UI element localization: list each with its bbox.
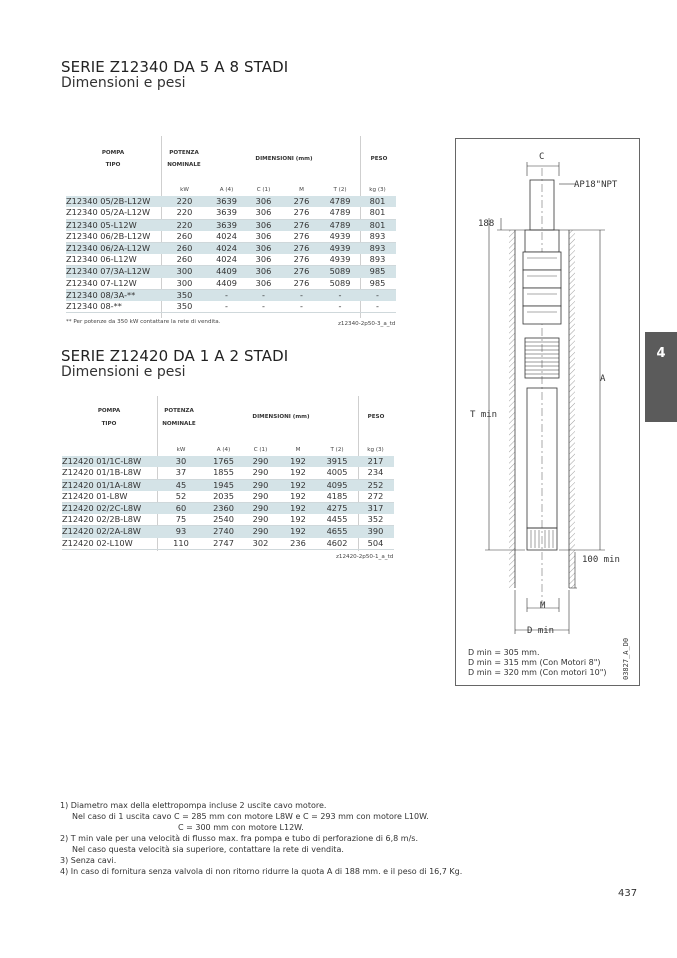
cell-value: 352 <box>357 514 394 526</box>
cell-value: 192 <box>279 467 317 479</box>
cell-value: 252 <box>357 479 394 491</box>
label-m: M <box>540 601 546 611</box>
cell-value: 893 <box>359 254 396 266</box>
cell-value: 272 <box>357 491 394 503</box>
label-188: 188 <box>478 219 495 229</box>
cell-value: - <box>245 301 282 313</box>
table-row <box>66 301 396 313</box>
cell-value: - <box>245 289 282 301</box>
header-tipo: TIPO <box>101 421 117 427</box>
note-line: Nel caso di 1 uscita cavo C = 285 mm con motore L8W e C = 293 mm con motore L10W. <box>72 812 429 821</box>
cell-model: Z12340 06/2A-L12W <box>66 243 161 255</box>
cell-value: 4602 <box>317 538 357 550</box>
cell-value: 93 <box>157 526 205 538</box>
cell-value: 306 <box>245 231 282 243</box>
header-nominale: NOMINALE <box>162 421 196 427</box>
cell-value: 1945 <box>205 479 242 491</box>
cell-value: 276 <box>282 243 321 255</box>
note-line: Nel caso questa velocità sia superiore, contattare la rete di vendita. <box>72 845 344 854</box>
d-min-line: D min = 315 mm (Con Motori 8") <box>468 658 601 667</box>
cell-value: - <box>208 289 245 301</box>
cell-value: 4789 <box>321 196 359 207</box>
header-pompa: POMPA <box>101 150 125 156</box>
cell-model: Z12420 01/1B-L8W <box>62 467 157 479</box>
cell-value: 4024 <box>208 243 245 255</box>
unit-c: C (1) <box>253 447 268 453</box>
cell-value: 2360 <box>205 503 242 515</box>
cell-value: 4409 <box>208 278 245 290</box>
cell-value: 290 <box>242 526 279 538</box>
cell-value: 236 <box>279 538 317 550</box>
cell-value: 290 <box>242 467 279 479</box>
cell-value: 1765 <box>205 456 242 467</box>
unit-t: T (2) <box>333 187 347 193</box>
cell-value: 350 <box>161 301 208 313</box>
cell-value: 306 <box>245 196 282 207</box>
section1-subtitle: Dimensioni e pesi <box>61 75 186 91</box>
cell-value: - <box>321 301 359 313</box>
cell-value: 192 <box>279 526 317 538</box>
cell-value: 985 <box>359 278 396 290</box>
cell-model: Z12340 07-L12W <box>66 278 161 290</box>
cell-value: 290 <box>242 479 279 491</box>
cell-value: 290 <box>242 503 279 515</box>
cell-model: Z12340 05-L12W <box>66 219 161 231</box>
cell-value: 3639 <box>208 207 245 219</box>
section1-footnote: ** Per potenze da 350 kW contattare la rete di vendita. <box>66 319 221 325</box>
cell-value: 2747 <box>205 538 242 550</box>
cell-model: Z12420 02/2A-L8W <box>62 526 157 538</box>
cell-value: 234 <box>357 467 394 479</box>
unit-m: M <box>299 187 304 193</box>
cell-value: 4789 <box>321 207 359 219</box>
table-row <box>66 243 396 255</box>
cell-value: 3915 <box>317 456 357 467</box>
cell-model: Z12420 01/1C-L8W <box>62 456 157 467</box>
cell-model: Z12420 01-L8W <box>62 491 157 503</box>
cell-value: 3639 <box>208 196 245 207</box>
cell-value: 220 <box>161 196 208 207</box>
unit-m: M <box>295 447 301 453</box>
cell-value: 4789 <box>321 219 359 231</box>
cell-value: 192 <box>279 479 317 491</box>
cell-value: 4655 <box>317 526 357 538</box>
label-100-min: 100 min <box>582 555 620 565</box>
cell-value: - <box>282 301 321 313</box>
cell-value: 300 <box>161 266 208 278</box>
cell-value: 4939 <box>321 254 359 266</box>
note-line: 1) Diametro max della elettropompa incluse 2 uscite cavo motore. <box>60 801 327 810</box>
cell-model: Z12340 08-** <box>66 301 161 313</box>
cell-model: Z12420 02/2C-L8W <box>62 503 157 515</box>
cell-value: 290 <box>242 456 279 467</box>
cell-value: - <box>359 289 396 301</box>
header-dimensioni: DIMENSIONI (mm) <box>252 414 310 420</box>
cell-model: Z12340 06/2B-L12W <box>66 231 161 243</box>
cell-value: 4455 <box>317 514 357 526</box>
d-min-notes <box>468 648 607 678</box>
cell-value: 75 <box>157 514 205 526</box>
cell-value: 801 <box>359 207 396 219</box>
cell-value: 192 <box>279 503 317 515</box>
cell-value: 1855 <box>205 467 242 479</box>
cell-value: 504 <box>357 538 394 550</box>
section-tab: 4 <box>645 332 677 422</box>
cell-value: 306 <box>245 219 282 231</box>
cell-value: 306 <box>245 254 282 266</box>
cell-value: 2540 <box>205 514 242 526</box>
cell-value: 260 <box>161 231 208 243</box>
table-row <box>66 266 396 278</box>
cell-model: Z12420 01/1A-L8W <box>62 479 157 491</box>
cell-value: 192 <box>279 514 317 526</box>
table-row <box>62 526 394 538</box>
header-dimensioni: DIMENSIONI (mm) <box>255 156 313 162</box>
cell-value: 260 <box>161 243 208 255</box>
cell-value: 45 <box>157 479 205 491</box>
table-row <box>66 278 396 290</box>
cell-value: 192 <box>279 491 317 503</box>
table-row <box>62 479 394 491</box>
page-number: 437 <box>618 888 638 899</box>
pump-stages <box>523 252 561 324</box>
drawing-code: 03827_A_D0 <box>622 637 630 680</box>
cell-value: 317 <box>357 503 394 515</box>
section2-subtitle: Dimensioni e pesi <box>61 364 186 380</box>
cell-value: 217 <box>357 456 394 467</box>
cell-model: Z12340 06-L12W <box>66 254 161 266</box>
unit-kw: kW <box>176 447 186 453</box>
d-min-line: D min = 320 mm (Con motori 10") <box>468 668 607 677</box>
label-a: A <box>600 374 606 384</box>
header-peso: PESO <box>367 414 385 420</box>
section1-table <box>66 185 396 313</box>
cell-value: 300 <box>161 278 208 290</box>
cell-value: 4939 <box>321 231 359 243</box>
note-line: 2) T min vale per una velocità di flusso max. fra pompa e tubo di perforazione di 6,8 m/s. <box>60 834 418 843</box>
cell-value: - <box>208 301 245 313</box>
cell-value: - <box>282 289 321 301</box>
table-row <box>62 538 394 550</box>
cell-value: 306 <box>245 278 282 290</box>
section2-ref: z12420-2p50-1_a_td <box>336 554 394 560</box>
cell-value: 350 <box>161 289 208 301</box>
cell-model: Z12420 02/2B-L8W <box>62 514 157 526</box>
cell-value: 5089 <box>321 266 359 278</box>
unit-a: A (4) <box>216 447 231 453</box>
cell-value: 276 <box>282 278 321 290</box>
cell-value: 893 <box>359 231 396 243</box>
cell-value: 276 <box>282 196 321 207</box>
cell-value: 801 <box>359 196 396 207</box>
cell-value: 52 <box>157 491 205 503</box>
cell-value: 4185 <box>317 491 357 503</box>
table-row <box>62 467 394 479</box>
cell-model: Z12340 07/3A-L12W <box>66 266 161 278</box>
cell-value: 801 <box>359 219 396 231</box>
section2-table <box>62 445 394 550</box>
header-pompa: POMPA <box>97 408 121 414</box>
section1-title: SERIE Z12340 DA 5 A 8 STADI <box>61 58 289 76</box>
cell-value: 985 <box>359 266 396 278</box>
header-peso: PESO <box>370 156 388 162</box>
cell-value: 30 <box>157 456 205 467</box>
cell-value: 4275 <box>317 503 357 515</box>
table-row <box>66 219 396 231</box>
label-c: C <box>539 152 545 162</box>
cell-value: 192 <box>279 456 317 467</box>
cell-value: - <box>321 289 359 301</box>
header-potenza: POTENZA <box>164 408 194 414</box>
cell-value: 390 <box>357 526 394 538</box>
cell-value: 37 <box>157 467 205 479</box>
label-d-min: D min <box>527 626 555 636</box>
table-row <box>62 491 394 503</box>
cell-value: 306 <box>245 207 282 219</box>
table-row <box>66 289 396 301</box>
cell-value: 4409 <box>208 266 245 278</box>
d-min-line: D min = 305 mm. <box>468 648 540 657</box>
note-line: 4) In caso di fornitura senza valvola di non ritorno ridurre la quota A di 188 mm. e il peso di 16,7 Kg. <box>60 867 463 876</box>
unit-kw: kW <box>180 187 189 193</box>
table-row <box>62 456 394 467</box>
section2-title: SERIE Z12420 DA 1 A 2 STADI <box>61 347 289 365</box>
cell-model: Z12420 02-L10W <box>62 538 157 550</box>
table-row <box>66 231 396 243</box>
cell-model: Z12340 08/3A-** <box>66 289 161 301</box>
note-line: 3) Senza cavi. <box>60 856 117 865</box>
cell-value: 306 <box>245 243 282 255</box>
unit-c: C (1) <box>256 187 271 193</box>
unit-a: A (4) <box>219 187 234 193</box>
cell-model: Z12340 05/2B-L12W <box>66 196 161 207</box>
unit-kg: kg (3) <box>367 447 384 453</box>
cell-value: 290 <box>242 491 279 503</box>
cell-value: 5089 <box>321 278 359 290</box>
cell-value: 276 <box>282 219 321 231</box>
cell-value: 220 <box>161 207 208 219</box>
header-tipo: TIPO <box>105 162 121 168</box>
label-t-min: T min <box>470 410 498 420</box>
borehole-wall-left <box>509 230 515 588</box>
cell-value: 2740 <box>205 526 242 538</box>
table-row <box>62 514 394 526</box>
note-line: C = 300 mm con motore L12W. <box>178 823 304 832</box>
cell-value: 4939 <box>321 243 359 255</box>
cell-value: - <box>359 301 396 313</box>
cell-value: 893 <box>359 243 396 255</box>
cell-value: 276 <box>282 207 321 219</box>
cell-value: 110 <box>157 538 205 550</box>
header-potenza: POTENZA <box>169 150 199 156</box>
table-row <box>66 196 396 207</box>
table-row <box>66 207 396 219</box>
cell-value: 2035 <box>205 491 242 503</box>
cell-value: 220 <box>161 219 208 231</box>
unit-t: T (2) <box>330 447 344 453</box>
table-row <box>62 503 394 515</box>
cell-value: 302 <box>242 538 279 550</box>
cell-value: 4024 <box>208 254 245 266</box>
table-units-row <box>66 185 396 196</box>
cell-value: 4024 <box>208 231 245 243</box>
unit-kg: kg (3) <box>369 187 386 193</box>
cell-value: 260 <box>161 254 208 266</box>
cell-value: 4005 <box>317 467 357 479</box>
borehole-wall-right <box>569 230 575 588</box>
cell-model: Z12340 05/2A-L12W <box>66 207 161 219</box>
cell-value: 3639 <box>208 219 245 231</box>
cell-value: 306 <box>245 266 282 278</box>
table-units-row <box>62 445 394 456</box>
section1-ref: z12340-2p50-3_a_td <box>338 321 396 327</box>
cell-value: 276 <box>282 231 321 243</box>
cell-value: 60 <box>157 503 205 515</box>
table-row <box>66 254 396 266</box>
cell-value: 276 <box>282 266 321 278</box>
cell-value: 276 <box>282 254 321 266</box>
header-nominale: NOMINALE <box>167 162 201 168</box>
cell-value: 4095 <box>317 479 357 491</box>
cell-value: 290 <box>242 514 279 526</box>
label-ap-npt: AP18"NPT <box>574 180 618 190</box>
footnotes <box>60 800 462 877</box>
